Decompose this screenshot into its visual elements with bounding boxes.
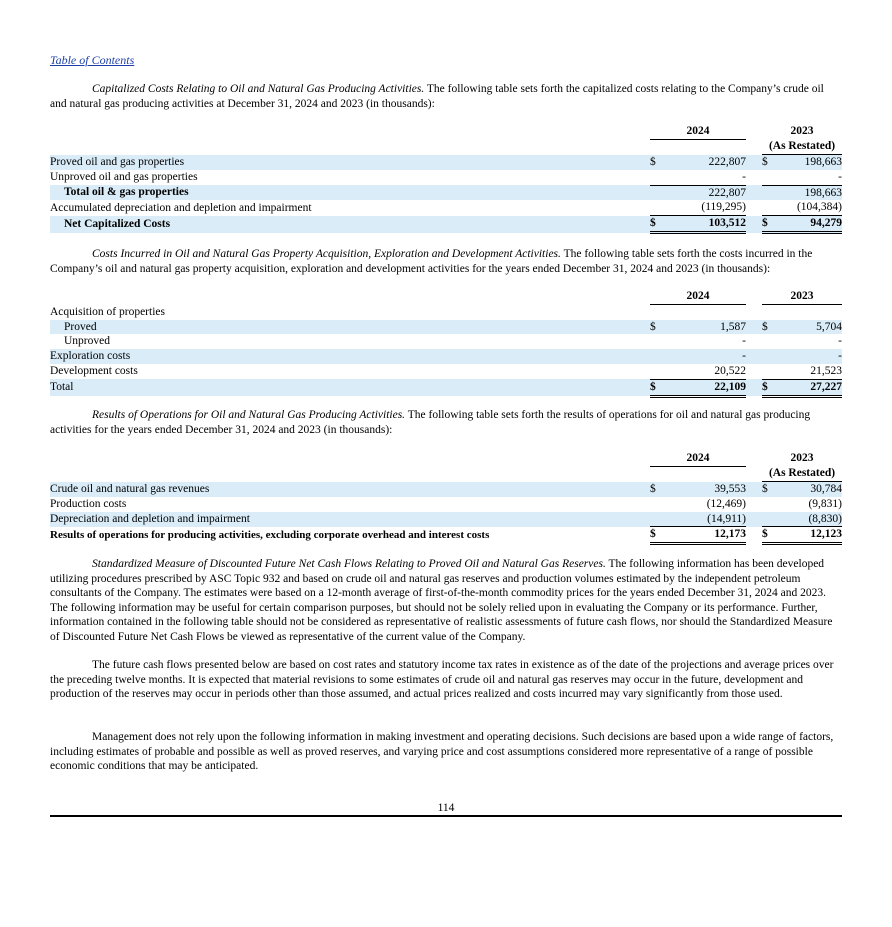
table-row [50, 304, 842, 319]
column-header-2024: 2024 [650, 289, 746, 304]
page-number: 114 [437, 802, 455, 814]
currency-symbol: $ [762, 320, 776, 335]
currency-symbol: $ [650, 216, 664, 233]
currency-symbol: $ [762, 482, 776, 497]
currency-symbol [762, 200, 776, 215]
table-row [50, 200, 842, 215]
currency-symbol: $ [650, 155, 664, 170]
currency-symbol [650, 497, 664, 512]
standardized-measure-text: The following information has been developed utilizing procedures prescribed by ASC Topic 932 and based on crude oil and natural gas reserves and production volumes estimated by the independent petroleum consultants of the Company. The estimates were based on a 12-month average of first-of-the-month commodity prices for the years ended December 31, 2024 and 2023. The following information may be useful for certain comparison purposes, but should not be solely relied upon in evaluating the Company or its performance. Further, information contained in the following table should not be considered as representative of realistic assessments of future cash flows, nor should the Standardized Measure of Discounted Future Net Cash Flows be viewed as representative of the current value of the Company. [50, 558, 833, 643]
value-2023: (9,831) [808, 497, 842, 510]
currency-symbol [650, 334, 664, 349]
row-label: Acquisition of properties [50, 305, 165, 318]
currency-symbol [650, 364, 664, 379]
results-of-operations-heading: Results of Operations for Oil and Natural Gas Producing Activities. [92, 409, 406, 421]
currency-symbol [650, 185, 664, 200]
row-label: Unproved oil and gas properties [50, 171, 198, 184]
currency-symbol: $ [650, 379, 664, 396]
value-2024: 222,807 [664, 185, 746, 200]
table-row [50, 527, 842, 544]
row-label: Unproved [64, 335, 110, 348]
table-row [50, 482, 842, 497]
future-cash-flows-paragraph: The future cash flows presented below are based on cost rates and statutory income tax rates in existence as of the date of the projections and average prices over the preceding twelve months. It is expected that material revisions to some estimates of crude oil and natural gas reserves may occur in the future, development and production of the reserves may occur in periods other than those assumed, and actual prices realized and costs incurred may vary significantly from those used. [50, 659, 834, 700]
currency-symbol [650, 349, 664, 364]
results-of-operations-text: The following table sets forth the results of operations for oil and natural gas producing activities for the years ended December 31, 2024 and 2023 (in thousands): [50, 409, 811, 436]
table-row [50, 497, 842, 512]
value-2023: 5,704 [776, 320, 842, 335]
row-label: Depreciation and depletion and impairment [50, 512, 650, 527]
table-row [50, 512, 842, 527]
column-header-2023: 2023 [790, 125, 814, 138]
footer-divider [50, 815, 842, 817]
currency-symbol [762, 512, 776, 527]
currency-symbol: $ [762, 216, 776, 233]
table-row [50, 349, 842, 364]
capitalized-costs-text: The following table sets forth the capitalized costs relating to the Company’s crude oil and natural gas producing activities at December 31, 2024 and 2023 (in thousands): [50, 83, 824, 110]
column-subheader-restated: (As Restated) [762, 139, 842, 154]
management-paragraph: Management does not rely upon the following information in making investment and operating decisions. Such decisions are based upon a wide range of factors, including estimates of probable and possible as well as proved reserves, and varying price and cost assumptions considered more representative of a range of possible economic conditions that may be anticipated. [50, 731, 834, 772]
column-header-2023: 2023 [762, 289, 842, 304]
column-subheader-restated: (As Restated) [762, 466, 842, 481]
costs-incurred-text: The following table sets forth the costs incurred in the Company’s oil and natural gas property acquisition, exploration and development activities for the years ended December 31, 2024 and 2023 (in thousands): [50, 248, 813, 275]
value-2023: 94,279 [776, 216, 842, 233]
value-2024: 20,522 [664, 364, 746, 379]
standardized-measure-paragraph [50, 557, 840, 644]
currency-symbol [762, 170, 776, 185]
value-2024: 1,587 [664, 320, 746, 335]
row-label: Development costs [50, 365, 138, 378]
column-header-2024: 2024 [650, 124, 746, 139]
currency-symbol: $ [762, 527, 776, 544]
value-2023: (8,830) [776, 512, 842, 527]
currency-symbol [762, 185, 776, 200]
currency-symbol: $ [650, 527, 664, 544]
currency-symbol [762, 349, 776, 364]
value-2023: 198,663 [776, 155, 842, 170]
value-2024: (12,469) [706, 497, 746, 510]
currency-symbol [762, 364, 776, 379]
row-label: Net Capitalized Costs [50, 216, 650, 233]
table-row [50, 364, 842, 379]
currency-symbol [650, 200, 664, 215]
value-2023: - [838, 335, 842, 348]
value-2023: - [776, 349, 842, 364]
row-label: Total oil & gas properties [50, 185, 650, 200]
currency-symbol [762, 497, 776, 512]
standardized-measure-heading: Standardized Measure of Discounted Future Net Cash Flows Relating to Proved Oil and Natural Gas Reserves. [92, 558, 606, 570]
costs-incurred-intro [50, 247, 840, 276]
currency-symbol [762, 334, 776, 349]
row-label: Proved [50, 320, 650, 335]
value-2023: 12,123 [776, 527, 842, 544]
row-label: Total [50, 379, 650, 396]
table-row [50, 170, 842, 185]
table-row [50, 334, 842, 349]
results-of-operations-table [50, 451, 842, 545]
capitalized-costs-intro [50, 82, 840, 111]
row-label: Crude oil and natural gas revenues [50, 482, 650, 497]
currency-symbol [650, 512, 664, 527]
table-row [50, 216, 842, 233]
row-label: Exploration costs [50, 349, 650, 364]
value-2024: (14,911) [664, 512, 746, 527]
row-label: Results of operations for producing activities, excluding corporate overhead and interest costs [50, 528, 490, 541]
currency-symbol: $ [650, 320, 664, 335]
table-row [50, 320, 842, 335]
value-2024: 22,109 [664, 379, 746, 396]
value-2023: 27,227 [776, 379, 842, 396]
table-row [50, 185, 842, 200]
currency-symbol: $ [650, 482, 664, 497]
table-of-contents-link[interactable]: Table of Contents [50, 53, 135, 67]
value-2024: - [664, 170, 746, 185]
costs-incurred-heading: Costs Incurred in Oil and Natural Gas Property Acquisition, Exploration and Development Activities. [92, 248, 561, 260]
value-2024: 12,173 [664, 527, 746, 544]
currency-symbol [650, 170, 664, 185]
value-2024: 103,512 [664, 216, 746, 233]
results-of-operations-intro [50, 408, 840, 437]
costs-incurred-table [50, 289, 842, 398]
table-row [50, 155, 842, 170]
value-2024: - [742, 335, 746, 348]
column-header-2023: 2023 [790, 452, 814, 465]
currency-symbol: $ [762, 155, 776, 170]
value-2024: - [664, 349, 746, 364]
value-2024: 222,807 [664, 155, 746, 170]
row-label: Accumulated depreciation and depletion and impairment [50, 201, 312, 214]
table-row [50, 379, 842, 396]
row-label: Production costs [50, 497, 127, 510]
value-2023: - [776, 170, 842, 185]
column-header-2024: 2024 [650, 451, 746, 466]
value-2024: (119,295) [664, 200, 746, 215]
value-2023: 198,663 [776, 185, 842, 200]
capitalized-costs-table [50, 124, 842, 234]
value-2023: 21,523 [776, 364, 842, 379]
row-label: Proved oil and gas properties [50, 155, 650, 170]
value-2023: (104,384) [776, 200, 842, 215]
value-2023: 30,784 [776, 482, 842, 497]
value-2024: 39,553 [664, 482, 746, 497]
capitalized-costs-heading: Capitalized Costs Relating to Oil and Natural Gas Producing Activities. [92, 83, 425, 95]
currency-symbol: $ [762, 379, 776, 396]
